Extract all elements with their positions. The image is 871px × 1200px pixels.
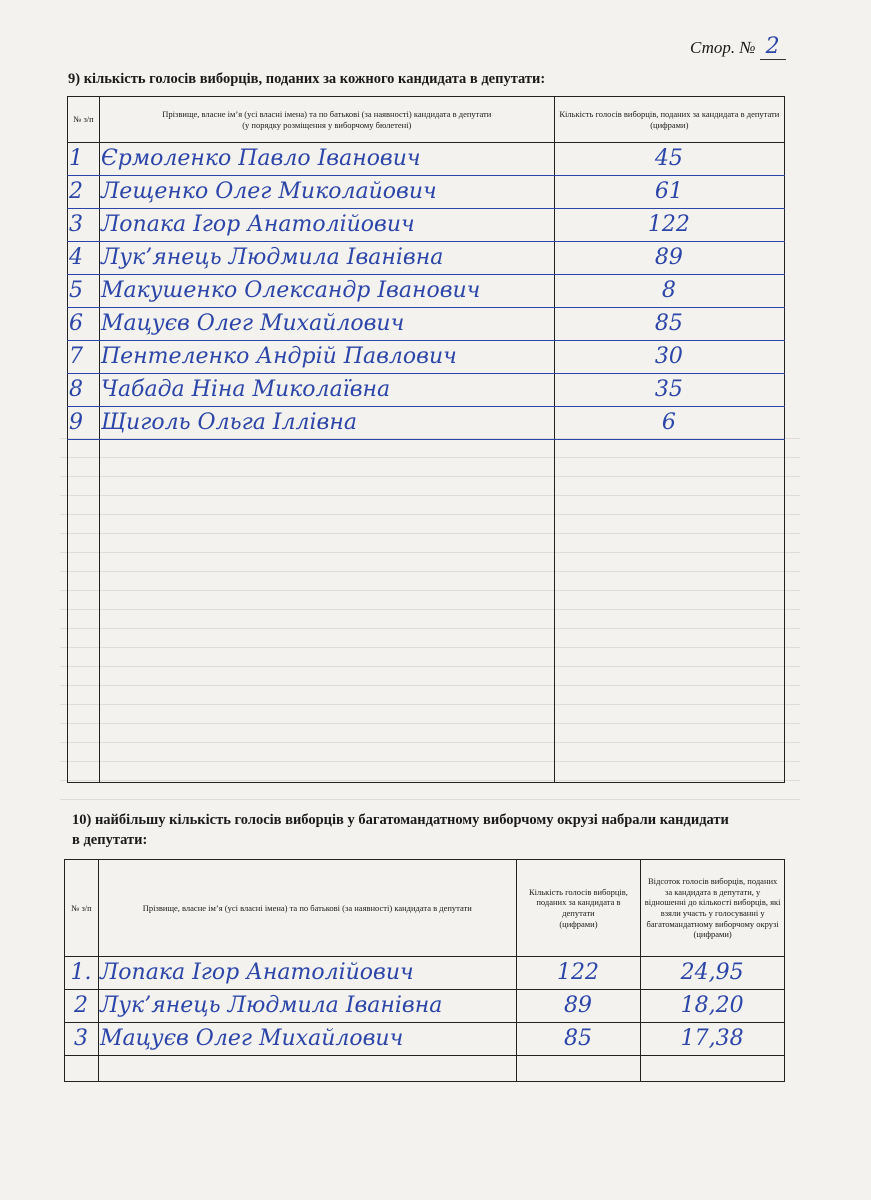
table-row <box>65 1023 785 1056</box>
header-votes-note: (цифрами) <box>559 918 598 929</box>
table-row <box>65 990 785 1023</box>
candidate-percent: 18,20 <box>641 990 785 1023</box>
section-10-title-line2: в депутати: <box>72 832 148 848</box>
header-name <box>99 97 554 143</box>
section-9-title: 9) кількість голосів виборців, поданих за кожного кандидата в депутати: <box>68 71 546 87</box>
candidate-percent: 17,38 <box>641 1023 785 1056</box>
empty-cell <box>641 1056 785 1082</box>
table-row <box>68 176 785 209</box>
candidate-votes: 89 <box>554 242 784 275</box>
header-number: № з/п <box>68 97 100 143</box>
header-number: № з/п <box>65 860 99 957</box>
header-name-note: (у порядку розміщення у виборчому бюлетені) <box>242 119 412 130</box>
row-number: 9 <box>68 407 100 440</box>
candidate-votes: 30 <box>554 341 784 374</box>
candidate-votes: 8 <box>554 275 784 308</box>
candidate-name: Мацуєв Олег Михайлович <box>98 1023 516 1056</box>
row-number: 7 <box>68 341 100 374</box>
row-number: 2 <box>68 176 100 209</box>
page-number-value: 2 <box>760 34 786 60</box>
table-row <box>68 275 785 308</box>
table-header-row <box>65 860 785 957</box>
candidate-votes: 45 <box>554 143 784 176</box>
candidate-votes: 6 <box>554 407 784 440</box>
empty-table-row <box>65 1056 785 1082</box>
table-row <box>68 209 785 242</box>
candidate-votes: 89 <box>516 990 641 1023</box>
candidate-votes: 122 <box>516 957 641 990</box>
candidate-name: Щиголь Ольга Іллівна <box>99 407 554 440</box>
table-row <box>68 407 785 440</box>
row-number: 1. <box>65 957 99 990</box>
candidate-name: Лещенко Олег Миколайович <box>99 176 554 209</box>
candidate-votes: 85 <box>554 308 784 341</box>
header-votes-note: (цифрами) <box>650 119 689 130</box>
empty-cell <box>65 1056 99 1082</box>
section-10-title-line1: 10) найбільшу кількість голосів виборців у багатомандатному виборчому окрузі набрали кандидати <box>72 812 729 828</box>
table-row <box>68 242 785 275</box>
header-votes-text: Кількість голосів виборців, поданих за кандидата в депутати <box>559 108 780 119</box>
section-10-title <box>72 810 792 850</box>
row-number: 6 <box>68 308 100 341</box>
candidate-name: Лопака Ігор Анатолійович <box>99 209 554 242</box>
row-number: 3 <box>65 1023 99 1056</box>
table-row <box>68 341 785 374</box>
row-number: 5 <box>68 275 100 308</box>
candidate-name: Лук’янець Людмила Іванівна <box>99 242 554 275</box>
row-number: 1 <box>68 143 100 176</box>
row-number: 3 <box>68 209 100 242</box>
empty-cell <box>68 440 100 783</box>
header-votes <box>554 97 784 143</box>
row-number: 4 <box>68 242 100 275</box>
candidates-votes-table <box>67 96 785 783</box>
candidate-name: Єрмоленко Павло Іванович <box>99 143 554 176</box>
header-percent-text: Відсоток голосів виборців, поданих за кандидата в депутати, у відношенні до кількості виборців, які взяли участь у голосуванні у багатомандатному виборчому окрузі <box>644 876 781 929</box>
row-number: 8 <box>68 374 100 407</box>
candidate-name: Макушенко Олександр Іванович <box>99 275 554 308</box>
table-row <box>65 957 785 990</box>
candidate-name: Лук’янець Людмила Іванівна <box>98 990 516 1023</box>
empty-cell <box>98 1056 516 1082</box>
candidate-name: Пентеленко Андрій Павлович <box>99 341 554 374</box>
top-candidates-table <box>64 859 785 1082</box>
table-row <box>68 143 785 176</box>
candidate-votes: 61 <box>554 176 784 209</box>
page-number <box>690 34 786 59</box>
candidate-name: Чабада Ніна Миколаївна <box>99 374 554 407</box>
candidate-votes: 85 <box>516 1023 641 1056</box>
empty-table-area <box>68 440 785 783</box>
candidate-name: Мацуєв Олег Михайлович <box>99 308 554 341</box>
header-votes-text: Кількість голосів виборців, поданих за кандидата в депутати <box>528 886 628 918</box>
header-name-text: Прізвище, власне ім’я (усі власні імена) та по батькові (за наявності) кандидата в депутати <box>162 108 492 119</box>
table-row <box>68 374 785 407</box>
candidate-votes: 122 <box>554 209 784 242</box>
empty-cell <box>554 440 784 783</box>
header-name: Прізвище, власне ім’я (усі власні імена) та по батькові (за наявності) кандидата в депутати <box>98 860 516 957</box>
header-votes <box>516 860 641 957</box>
candidate-name: Лопака Ігор Анатолійович <box>98 957 516 990</box>
page-number-label: Стор. № <box>690 38 756 57</box>
candidate-votes: 35 <box>554 374 784 407</box>
empty-cell <box>516 1056 641 1082</box>
candidate-percent: 24,95 <box>641 957 785 990</box>
header-percent-note: (цифрами) <box>693 929 732 940</box>
header-percent <box>641 860 785 957</box>
table-row <box>68 308 785 341</box>
empty-cell <box>99 440 554 783</box>
row-number: 2 <box>65 990 99 1023</box>
table-header-row <box>68 97 785 143</box>
